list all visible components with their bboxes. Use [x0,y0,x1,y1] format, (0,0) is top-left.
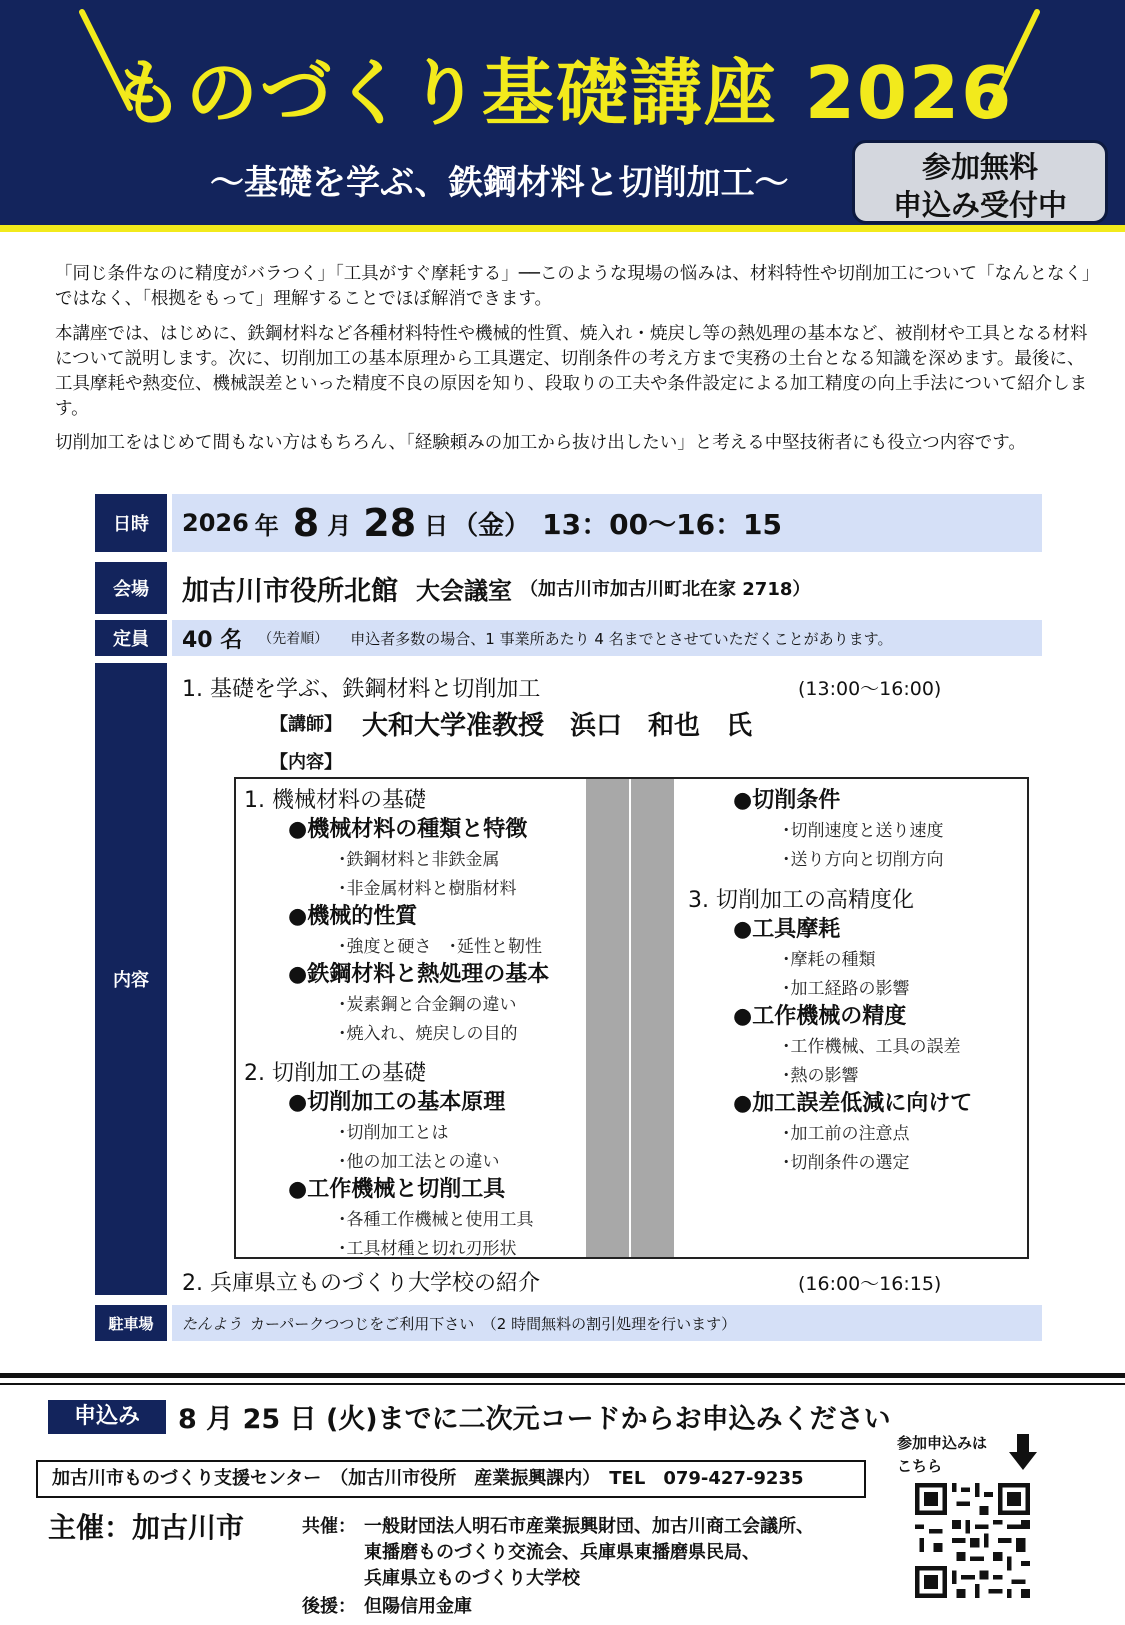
apply-label: 申込み [48,1400,166,1434]
syllabus-item: ･切削加工とは [338,1123,449,1143]
syllabus-chapter-2: 2. 切削加工の基礎 [244,1061,426,1086]
host-organizer: 主催：加古川市 [48,1511,245,1544]
syllabus-item: ･工具材種と切れ刃形状 [338,1239,517,1259]
parking-label: 駐車場 [95,1305,167,1341]
syllabus-item: ･加工前の注意点 [782,1124,910,1144]
badge-line2: 申込み受付中 [892,188,1067,222]
section-divider-thick [0,1373,1125,1378]
contact-info-box: 加古川市ものづくり支援センター （加古川市役所 産業振興課内） TEL 079-427-9235 [36,1460,866,1498]
syllabus-item: ･送り方向と切削方向 [782,850,944,870]
qr-caption-1: 参加申込みは [897,1434,988,1452]
date-day: 28 [363,501,417,545]
session-2-time: (16:00～16:15) [798,1273,942,1295]
syllabus-item: ･加工経路の影響 [782,979,910,999]
syllabus-topic: ●切削条件 [733,788,841,813]
capacity-number: 40 名 [182,627,243,653]
syllabus-topic: ●工作機械と切削工具 [288,1177,506,1202]
date-label: 日時 [95,494,167,552]
capacity-note-1: （先着順） [258,631,329,647]
capacity-row [172,620,1042,656]
co-host-line-1: 一般財団法人明石市産業振興財団、加古川商工会議所、 [364,1516,814,1537]
date-weekday: （金） [452,510,531,541]
venue-name: 加古川市役所北館 [182,575,398,607]
venue-label: 会場 [95,562,167,614]
date-time: 13：00～16：15 [542,508,783,541]
intro-paragraph-2: 本講座では、はじめに、鉄鋼材料など各種材料特性や機械的性質、焼入れ・焼戻し等の熱処理の基本など、被削材や工具となる材料について説明します。次に、切削加工の基本原理から工具選定、切削条件の考え方まで実務の土台となる知識を深めます。最後に、工具摩耗や熱変位、機械誤差といった精度不良の原因を知り、段取りの工夫や条件設定による加工精度の向上手法について紹介します。 [55,324,1088,419]
co-host-label: 共催： [302,1516,356,1537]
date-nichi: 日 [424,511,449,540]
syllabus-item: ･鉄鋼材料と非鉄金属 [338,850,500,870]
syllabus-topic: ●機械的性質 [288,904,418,929]
parking-row [172,1305,1042,1341]
session-1-title: 1. 基礎を学ぶ、鉄鋼材料と切削加工 [182,677,541,702]
support-text: 但陽信用金庫 [364,1596,472,1617]
syllabus-item: ･非金属材料と樹脂材料 [338,879,517,899]
co-host-line-2: 東播磨ものづくり交流会、兵庫県東播磨県民局、 [364,1542,760,1563]
syllabus-topic: ●切削加工の基本原理 [288,1090,506,1115]
syllabus-item: ･各種工作機械と使用工具 [338,1210,534,1230]
lecturer-label: 【講師】 [270,714,342,735]
syllabus-item: ･切削条件の選定 [782,1153,910,1173]
syllabus-item: ･焼入れ、焼戻しの目的 [338,1024,518,1044]
content-label: 内容 [95,663,167,1295]
qr-caption-2: こちら [897,1457,943,1475]
venue-room: 大会議室 [416,576,512,605]
lecturer-name: 大和大学准教授 浜口 和也 氏 [362,711,753,741]
syllabus-topic: ●機械材料の種類と特徴 [288,817,528,842]
page-title: ものづくり基礎講座 2026 [111,51,1014,135]
section-divider-thin [0,1383,1125,1385]
capacity-label: 定員 [95,620,167,656]
date-tsuki: 月 [327,511,352,540]
date-month: 8 [292,501,320,545]
syllabus-item: ･炭素鋼と合金鋼の違い [338,995,517,1015]
syllabus-item: ･強度と硬さ ･延性と靭性 [338,937,542,957]
arrow-down-icon [1008,1432,1038,1472]
intro-paragraph-3: 切削加工をはじめて間もない方はもちろん、「経験頼みの加工から抜け出したい」と考える中堅技術者にも役立つ内容です。 [55,433,1026,453]
venue-row [172,562,1042,614]
free-badge [852,140,1108,224]
apply-deadline: 8 月 25 日 (火)までに二次元コードからお申込みください [178,1404,891,1435]
syllabus-item: ･熱の影響 [782,1066,859,1086]
page-subtitle: ～基礎を学ぶ、鉄鋼材料と切削加工～ [210,163,789,203]
qr-code-icon[interactable] [915,1483,1030,1598]
syllabus-topic: ●工具摩耗 [733,917,841,942]
header-underline [0,225,1125,232]
syllabus-topic: ●加工誤差低減に向けて [733,1091,973,1116]
venue-address: （加古川市加古川町北在家 2718） [520,579,811,600]
syllabus-item: ･切削速度と送り速度 [782,821,944,841]
syllabus-item: ･工作機械、工具の誤差 [782,1037,961,1057]
intro-paragraph-1: 「同じ条件なのに精度がバラつく」「工具がすぐ摩耗する」──このような現場の悩みは、材料特性や切削加工について「なんとなく」ではなく、「根拠をもって」理解することでほぼ解消できます。 [55,264,1091,309]
syllabus-item: ･他の加工法との違い [338,1152,500,1172]
syllabus-divider-right [631,779,674,1257]
syllabus-chapter-3: 3. 切削加工の高精度化 [688,888,914,913]
syllabus-topic: ●鉄鋼材料と熱処理の基本 [288,962,550,987]
header-banner [0,0,1125,225]
session-1-time: (13:00～16:00) [798,678,942,700]
capacity-note-2: 申込者多数の場合、1 事業所あたり 4 名までとさせていただくことがあります。 [350,629,893,648]
co-host-line-3: 兵庫県立ものづくり大学校 [364,1568,580,1589]
badge-line1: 参加無料 [921,150,1038,184]
date-row [172,494,1042,552]
syllabus-topic: ●工作機械の精度 [733,1004,907,1029]
syllabus-divider-left [586,779,629,1257]
syllabus-chapter-1: 1. 機械材料の基礎 [244,788,426,813]
parking-name-italic: たんよう [182,1314,243,1333]
support-label: 後援： [302,1596,356,1617]
date-nen: 年 [254,511,279,540]
session-2-title: 2. 兵庫県立ものづくり大学校の紹介 [182,1271,540,1296]
content-sublabel: 【内容】 [270,752,342,773]
parking-text: カーパークつつじをご利用下さい （2 時間無料の割引処理を行います） [250,1314,737,1333]
date-year: 2026 [182,509,249,537]
syllabus-item: ･摩耗の種類 [782,950,876,970]
